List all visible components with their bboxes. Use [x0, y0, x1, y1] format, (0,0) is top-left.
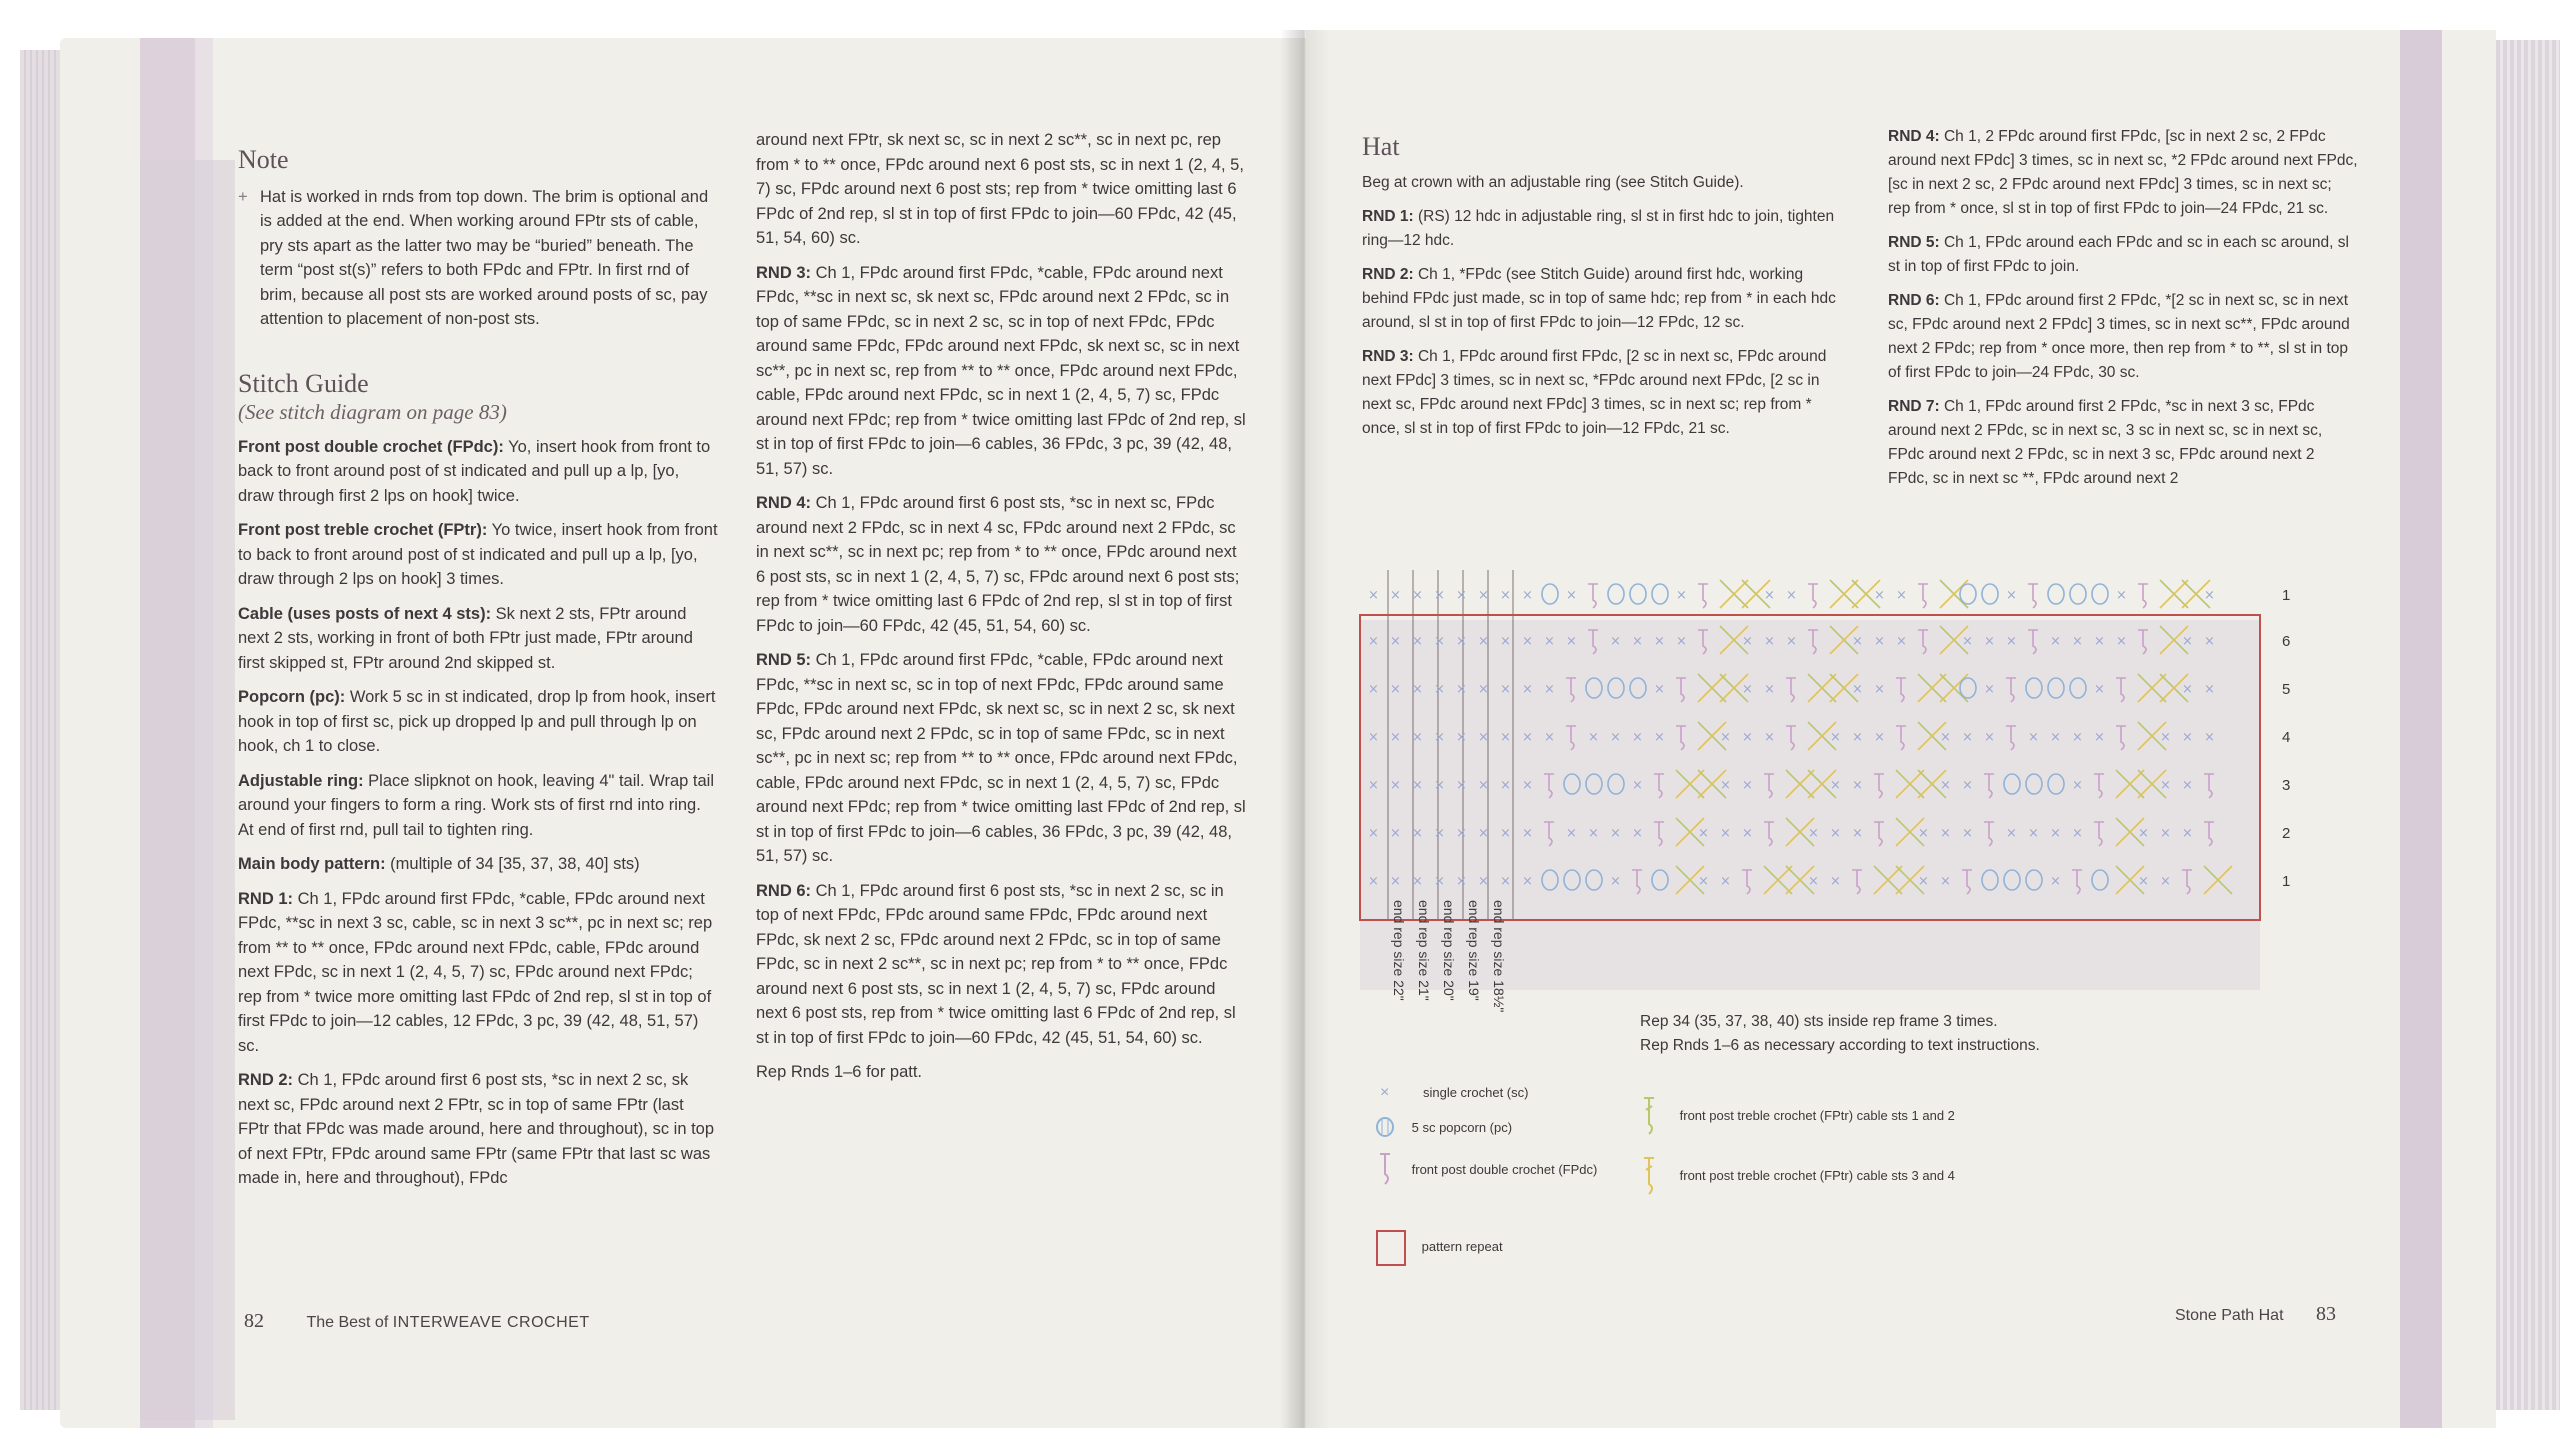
left-col2-entries	[756, 128, 1246, 1085]
left-col2-paragraph-term: RND 3:	[756, 263, 812, 282]
stitch-guide-entry-6	[238, 887, 718, 1059]
sc-mark: ×	[1544, 634, 1555, 649]
fptr-34-symbol-icon	[1640, 1154, 1660, 1198]
sc-mark: ×	[1434, 778, 1445, 793]
sc-mark: ×	[1610, 826, 1621, 841]
sc-mark: ×	[1412, 826, 1423, 841]
stitch-chart	[1360, 570, 2291, 1013]
sc-mark: ×	[1478, 730, 1489, 745]
sc-mark: ×	[1478, 826, 1489, 841]
sc-mark: ×	[2094, 634, 2105, 649]
chart-legend	[1380, 1080, 2280, 1280]
sc-mark: ×	[1742, 730, 1753, 745]
left-col2-paragraph-3	[756, 648, 1246, 869]
sc-mark: ×	[1500, 634, 1511, 649]
rep-size-label: end rep size 22"	[1391, 900, 1407, 1001]
left-col2-paragraph-0	[756, 128, 1246, 251]
sc-mark: ×	[1368, 588, 1379, 603]
sc-mark: ×	[2006, 588, 2017, 603]
sc-mark: ×	[1522, 682, 1533, 697]
sc-mark: ×	[2006, 826, 2017, 841]
right-col2-paragraph-text: Ch 1, 2 FPdc around first FPdc, [sc in next 2 sc, 2 FPdc around next FPdc] 3 times, sc in next sc, *2 FPdc around next FPdc, [sc in next 2 sc, 2 FPdc around next FPdc] 3 times, sc in next sc; rep from * once, sl st in top of first FPdc to join—24 FPdc, 21 sc.	[1888, 128, 2358, 217]
legend-pc-label: 5 sc popcorn (pc)	[1411, 1120, 1513, 1135]
stitch-guide-entry-term: RND 1:	[238, 889, 294, 908]
sc-mark: ×	[1632, 634, 1643, 649]
hat-round-term: RND 1:	[1362, 208, 1414, 225]
sc-mark: ×	[1874, 682, 1885, 697]
stitch-guide-entry-2	[238, 602, 718, 676]
sc-mark: ×	[1632, 730, 1643, 745]
left-col2-paragraph-text: Ch 1, FPdc around first FPdc, *cable, FPdc around next FPdc, **sc in next sc, sc in top of next FPdc, FPdc around same FPdc, FPdc around next FPdc, sk next sc, sc in next 2 sc, sk next sc, FPdc around next 2 FPdc, sc in top of same FPdc, sc in next sc**, pc in next sc; rep from ** to ** once, FPdc around next FPdc, cable, FPdc around next FPdc, sc in next 1 (2, 4, 5, 7) sc, FPdc around next FPdc; rep from * twice omitting last FPdc of 2nd rep, sl st in top of first FPdc to join—6 cables, 36 FPdc, 3 pc, 39 (42, 48, 51, 57) sc.	[756, 651, 1246, 865]
left-column-1	[238, 145, 718, 1201]
row-number: 4	[2282, 729, 2291, 746]
sc-mark: ×	[1456, 826, 1467, 841]
sc-mark: ×	[1368, 874, 1379, 889]
sc-mark: ×	[1390, 730, 1401, 745]
sc-mark: ×	[2204, 682, 2215, 697]
sc-mark: ×	[1412, 874, 1423, 889]
sc-mark: ×	[2050, 826, 2061, 841]
pc-mark	[1982, 584, 1998, 604]
sc-mark: ×	[1544, 682, 1555, 697]
stitch-guide-entry-text: (multiple of 34 [35, 37, 38, 40] sts)	[385, 855, 640, 873]
sc-mark: ×	[1962, 778, 1973, 793]
sc-mark: ×	[1368, 778, 1379, 793]
sc-mark: ×	[1720, 778, 1731, 793]
sc-mark: ×	[2072, 634, 2083, 649]
sc-mark: ×	[1478, 682, 1489, 697]
stitch-guide-entry-term: RND 2:	[238, 1071, 294, 1089]
hat-round-text: Ch 1, *FPdc (see Stitch Guide) around first hdc, working behind FPdc just made, sc in top of same hdc; rep from * in each hdc around, sl st in top of first FPdc to join—12 FPdc, 12 sc.	[1362, 266, 1836, 331]
right-col2-paragraph-text: Ch 1, FPdc around each FPdc and sc in each sc around, sl st in top of first FPdc to join.	[1888, 234, 2349, 275]
fpdc-symbol-icon	[1376, 1150, 1396, 1190]
row-number: 1	[2282, 587, 2291, 604]
pc-mark	[2048, 584, 2064, 604]
sc-mark: ×	[1368, 730, 1379, 745]
left-col2-paragraph-text: Ch 1, FPdc around first FPdc, *cable, FPdc around next FPdc, **sc in next sc, sk next sc, FPdc around next 2 FPdc, sc in top of same FPdc, sc in next 2 sc, sc in top of next FPdc, FPdc around same FPdc, FPdc around next FPdc, sk next sc, sc in next sc**, pc in next sc, rep from ** to ** once, FPdc around next FPdc, cable, FPdc around next FPdc, sc in next 1 (2, 4, 5, 7) sc, FPdc around next FPdc; rep from * twice omitting last FPdc of 2nd rep, sl st in top of first FPdc to join—6 cables, 36 FPdc, 3 pc, 39 (42, 48, 51, 57) sc.	[756, 263, 1246, 478]
sc-mark: ×	[2050, 634, 2061, 649]
sc-mark: ×	[1940, 874, 1951, 889]
sc-mark: ×	[1434, 826, 1445, 841]
right-col2-paragraph-3	[1888, 395, 2358, 491]
sc-mark: ×	[1522, 826, 1533, 841]
left-col2-paragraph-term: RND 4:	[756, 494, 812, 512]
left-col2-paragraph-1	[756, 261, 1246, 482]
sc-mark: ×	[1434, 634, 1445, 649]
row-number: 2	[2282, 825, 2291, 842]
left-col2-paragraph-text: Rep Rnds 1–6 for patt.	[756, 1063, 923, 1081]
sc-mark: ×	[1786, 588, 1797, 603]
sc-mark: ×	[1654, 730, 1665, 745]
left-col2-paragraph-text: Ch 1, FPdc around first 6 post sts, *sc in next sc, FPdc around next 2 FPdc, sc in next 4 sc, FPdc around next 2 FPdc, sc in next sc**, sc in next pc; rep from * to ** once, FPdc around next 6 post sts, sc in next 1 (2, 4, 5, 7) sc, FPdc around next 6 post sts; rep from * twice omitting last 6 FPdc of 2nd rep, sl st in top of first FPdc to join—60 FPdc, 42 (45, 51, 54, 60) sc.	[756, 494, 1240, 635]
hat-round-term: RND 2:	[1362, 266, 1414, 283]
right-color-band	[2400, 30, 2442, 1428]
sc-mark: ×	[2072, 778, 2083, 793]
chart-notes	[1640, 1010, 2240, 1058]
sc-mark: ×	[2182, 778, 2193, 793]
sc-mark: ×	[1588, 826, 1599, 841]
sc-mark: ×	[1874, 588, 1885, 603]
sc-mark: ×	[1412, 634, 1423, 649]
right-col2-paragraph-1	[1888, 231, 2358, 279]
sc-mark: ×	[1610, 634, 1621, 649]
stitch-guide-entry-term: Main body pattern:	[238, 855, 386, 873]
sc-mark: ×	[2182, 682, 2193, 697]
row-number: 3	[2282, 777, 2291, 794]
sc-mark: ×	[1478, 634, 1489, 649]
sc-mark: ×	[2050, 874, 2061, 889]
note-text	[238, 185, 718, 332]
right-page-number: 83	[2315, 1303, 2336, 1325]
left-col2-paragraph-term: RND 6:	[756, 881, 812, 900]
sc-mark: ×	[1654, 634, 1665, 649]
repeat-frame-icon	[1376, 1230, 1406, 1266]
right-col2-paragraph-text: Ch 1, FPdc around first 2 FPdc, *[2 sc in next sc, sc in next sc, FPdc around next 2 FPdc] 3 times, sc in next sc**, FPdc around next 2 FPdc; rep from * once more, then rep from * to **, sl st in top of first FPdc to join—24 FPdc, 30 sc.	[1888, 292, 2350, 381]
sc-mark: ×	[1874, 634, 1885, 649]
stitch-guide-entry-text: Work 5 sc in st indicated, drop lp from hook, insert hook in top of first sc, pick up dropped lp and pull through lp on hook, ch 1 to close.	[238, 688, 716, 755]
sc-mark: ×	[1456, 634, 1467, 649]
sc-mark: ×	[2160, 826, 2171, 841]
sc-mark: ×	[1390, 634, 1401, 649]
hat-rounds	[1362, 205, 1842, 441]
rep-size-label: end rep size 21"	[1416, 900, 1432, 1001]
sc-mark: ×	[1544, 730, 1555, 745]
right-col2-entries	[1888, 125, 2358, 491]
pc-mark	[1652, 584, 1668, 604]
sc-mark: ×	[1852, 826, 1863, 841]
sc-mark: ×	[1808, 826, 1819, 841]
pc-mark	[1630, 584, 1646, 604]
sc-mark: ×	[1500, 588, 1511, 603]
legend-fpdc	[1376, 1150, 1597, 1193]
right-col2-paragraph-2	[1888, 289, 2358, 385]
sc-mark: ×	[1478, 588, 1489, 603]
right-footer-title: Stone Path Hat	[2175, 1307, 2284, 1324]
sc-mark: ×	[1390, 874, 1401, 889]
sc-mark: ×	[1412, 778, 1423, 793]
left-col2-paragraph-term: RND 5:	[756, 651, 812, 669]
sc-mark: ×	[1500, 826, 1511, 841]
sc-mark: ×	[1610, 874, 1621, 889]
sc-mark: ×	[1764, 588, 1775, 603]
sc-mark: ×	[1984, 682, 1995, 697]
pc-mark	[1960, 584, 1976, 604]
sc-mark: ×	[1852, 778, 1863, 793]
sc-mark: ×	[1478, 874, 1489, 889]
sc-mark: ×	[1434, 730, 1445, 745]
pc-mark	[1542, 584, 1558, 604]
sc-mark: ×	[2204, 588, 2215, 603]
stitch-guide-entry-1	[238, 518, 718, 592]
sc-mark: ×	[1720, 826, 1731, 841]
sc-mark: ×	[1456, 874, 1467, 889]
sc-mark: ×	[1390, 778, 1401, 793]
right-column-2	[1888, 125, 2358, 501]
popcorn-symbol-icon	[1374, 1116, 1396, 1138]
sc-mark: ×	[2116, 588, 2127, 603]
sc-mark: ×	[1522, 778, 1533, 793]
sc-mark: ×	[1456, 682, 1467, 697]
sc-mark: ×	[1676, 634, 1687, 649]
sc-mark: ×	[1522, 588, 1533, 603]
rep-size-label: end rep size 18½"	[1491, 900, 1507, 1013]
left-column-2	[756, 128, 1246, 1095]
sc-mark: ×	[2204, 634, 2215, 649]
sc-mark: ×	[1962, 826, 1973, 841]
fptr-12-symbol-icon	[1640, 1094, 1660, 1138]
sc-mark: ×	[1984, 634, 1995, 649]
sc-mark: ×	[1742, 682, 1753, 697]
hat-round-0	[1362, 205, 1842, 253]
legend-fpdc-label: front post double crochet (FPdc)	[1411, 1162, 1598, 1177]
sc-mark: ×	[1522, 730, 1533, 745]
sc-mark: ×	[1830, 778, 1841, 793]
row-number: 5	[2282, 681, 2291, 698]
sc-mark: ×	[1434, 588, 1445, 603]
sc-mark: ×	[2160, 730, 2171, 745]
sc-mark: ×	[1456, 730, 1467, 745]
sc-mark: ×	[2204, 730, 2215, 745]
sc-mark: ×	[1610, 730, 1621, 745]
stitch-guide-entry-term: Popcorn (pc):	[238, 688, 346, 706]
right-col2-paragraph-text: Ch 1, FPdc around first 2 FPdc, *sc in next 3 sc, FPdc around next 2 FPdc, sc in next sc, 3 sc in next sc, sc in next sc, FPdc around next 2 FPdc, sc in next 3 sc, FPdc around next 2 FPdc, sc in next sc **, FPdc around next 2	[1888, 398, 2323, 487]
sc-mark: ×	[1368, 826, 1379, 841]
sc-mark: ×	[1962, 730, 1973, 745]
legend-fptr12-label: front post treble crochet (FPtr) cable sts 1 and 2	[1679, 1108, 1955, 1123]
sc-mark: ×	[1852, 634, 1863, 649]
sc-mark: ×	[1786, 634, 1797, 649]
rep-size-label: end rep size 20"	[1441, 900, 1457, 1001]
row-number: 6	[2282, 633, 2291, 650]
stitch-guide-entry-0	[238, 435, 718, 509]
legend-fptr34-label: front post treble crochet (FPtr) cable sts 3 and 4	[1679, 1168, 1955, 1183]
stitch-guide-entries	[238, 435, 718, 1191]
right-col2-paragraph-term: RND 5:	[1888, 234, 1940, 251]
hat-round-text: Ch 1, FPdc around first FPdc, [2 sc in next sc, FPdc around next FPdc] 3 times, sc in next sc, *FPdc around next FPdc, [2 sc in next sc, FPdc around next FPdc] 3 times, sc in next sc; rep from * once, sl st in top of first FPdc to join—12 FPdc, 21 sc.	[1362, 348, 1827, 437]
legend-sc	[1380, 1084, 1528, 1102]
legend-pc	[1374, 1116, 1512, 1141]
sc-mark: ×	[2138, 826, 2149, 841]
fpdc-mark	[1918, 584, 1928, 608]
hat-heading: Hat	[1362, 132, 1400, 161]
sc-mark: ×	[2182, 826, 2193, 841]
sc-mark: ×	[1478, 778, 1489, 793]
sc-mark: ×	[1830, 874, 1841, 889]
sc-mark: ×	[1456, 778, 1467, 793]
legend-sc-label: single crochet (sc)	[1422, 1085, 1529, 1100]
sc-mark: ×	[1742, 778, 1753, 793]
sc-mark: ×	[1940, 730, 1951, 745]
pc-mark	[2070, 584, 2086, 604]
legend-repeat	[1376, 1230, 1503, 1266]
sc-mark: ×	[1940, 778, 1951, 793]
sc-mark: ×	[1830, 826, 1841, 841]
legend-repeat-label: pattern repeat	[1421, 1239, 1503, 1255]
sc-mark: ×	[1412, 588, 1423, 603]
sc-mark: ×	[2138, 874, 2149, 889]
sc-mark: ×	[1632, 778, 1643, 793]
sc-mark: ×	[2182, 730, 2193, 745]
sc-mark: ×	[1390, 682, 1401, 697]
sc-mark: ×	[1896, 588, 1907, 603]
stitch-guide-entry-text: Place slipknot on hook, leaving 4" tail. Wrap tail around your fingers to form a ring. Work sts of first rnd into ring. At end of first rnd, pull tail to tighten ring.	[238, 771, 715, 839]
sc-mark: ×	[1852, 682, 1863, 697]
sc-mark: ×	[1742, 826, 1753, 841]
sc-mark: ×	[1764, 634, 1775, 649]
sc-mark: ×	[1588, 730, 1599, 745]
left-footer-book: The Best of	[306, 1314, 393, 1331]
chart-note-2: Rep Rnds 1–6 as necessary according to text instructions.	[1640, 1037, 2040, 1054]
sc-mark: ×	[1918, 826, 1929, 841]
sc-mark: ×	[1500, 778, 1511, 793]
fpdc-mark	[2138, 584, 2148, 608]
left-col2-paragraph-2	[756, 491, 1246, 638]
sc-mark: ×	[1632, 826, 1643, 841]
fpdc-mark	[1808, 584, 1818, 608]
stitch-guide-entry-5	[238, 852, 718, 877]
stitch-guide-subtitle: (See stitch diagram on page 83)	[238, 400, 507, 424]
stitch-guide-entry-term: Front post double crochet (FPdc):	[238, 437, 504, 456]
note-bullet: +	[238, 187, 248, 206]
sc-mark: ×	[2006, 634, 2017, 649]
stitch-guide-entry-term: Front post treble crochet (FPtr):	[238, 521, 488, 539]
legend-fptr12	[1640, 1094, 1955, 1141]
sc-mark: ×	[2072, 826, 2083, 841]
right-column-1	[1362, 132, 1842, 451]
hat-intro: Beg at crown with an adjustable ring (see Stitch Guide).	[1362, 174, 1744, 191]
sc-mark: ×	[1368, 682, 1379, 697]
left-col2-paragraph-4	[756, 879, 1246, 1051]
stitch-guide-entry-7	[238, 1068, 718, 1191]
right-col2-paragraph-term: RND 4:	[1888, 128, 1940, 145]
left-col2-paragraph-text: Ch 1, FPdc around first 6 post sts, *sc in next 2 sc, sc in top of next FPdc, FPdc around same FPdc, FPdc around next FPdc, sk next 2 sc, FPdc around next 2 FPdc, sc in top of same FPdc, sc in next 2 sc**, sc in next pc; rep from * to ** once, FPdc around next 6 post sts, sc in next 1 (2, 4, 5, 7) sc, FPdc around next 6 post sts, rep from * twice omitting last 6 FPdc of 2nd rep, sl st in top of first FPdc to join—60 FPdc, 42 (45, 51, 54, 60) sc.	[756, 881, 1236, 1047]
legend-fptr34	[1640, 1154, 1955, 1201]
hat-round-term: RND 3:	[1362, 348, 1414, 365]
stitch-guide-entry-3	[238, 685, 718, 759]
sc-mark: ×	[1522, 634, 1533, 649]
sc-mark: ×	[1566, 634, 1577, 649]
sc-mark: ×	[1830, 730, 1841, 745]
row-number: 1	[2282, 873, 2291, 890]
fpdc-mark	[2028, 584, 2038, 608]
sc-mark: ×	[2182, 634, 2193, 649]
hat-round-text: (RS) 12 hdc in adjustable ring, sl st in first hdc to join, tighten ring—12 hdc.	[1362, 208, 1835, 249]
right-col2-paragraph-term: RND 6:	[1888, 292, 1940, 309]
pc-mark	[1608, 584, 1624, 604]
sc-mark: ×	[1764, 730, 1775, 745]
sc-mark: ×	[1984, 730, 1995, 745]
sc-mark: ×	[1698, 826, 1709, 841]
left-col2-paragraph-5	[756, 1060, 1246, 1085]
sc-mark: ×	[1918, 874, 1929, 889]
sc-mark: ×	[1412, 730, 1423, 745]
stitch-guide-entry-4	[238, 769, 718, 843]
sc-mark: ×	[1698, 874, 1709, 889]
pc-mark	[2092, 584, 2108, 604]
sc-mark: ×	[2160, 778, 2171, 793]
sc-symbol-icon: ×	[1380, 1084, 1390, 1101]
sc-mark: ×	[1434, 682, 1445, 697]
book-gutter	[1280, 30, 1330, 1428]
sc-mark: ×	[1720, 730, 1731, 745]
sc-mark: ×	[1874, 730, 1885, 745]
sc-mark: ×	[1962, 634, 1973, 649]
hat-round-1	[1362, 263, 1842, 335]
left-footer	[244, 1310, 590, 1333]
sc-mark: ×	[2094, 682, 2105, 697]
right-footer	[2175, 1303, 2336, 1326]
sc-mark: ×	[1390, 588, 1401, 603]
sc-mark: ×	[1434, 874, 1445, 889]
sc-mark: ×	[1390, 826, 1401, 841]
sc-mark: ×	[1676, 588, 1687, 603]
sc-mark: ×	[1412, 682, 1423, 697]
rep-size-label: end rep size 19"	[1466, 900, 1482, 1001]
left-col2-paragraph-text: around next FPtr, sk next sc, sc in next 2 sc**, sc in next pc, rep from * to ** once, FPdc around next 6 post sts, sc in next 1 (2, 4, 5, 7) sc, FPdc around next 6 post sts; rep from * twice omitting last 6 FPdc of 2nd rep, sl st in top of first FPdc to join—60 FPdc, 42 (45, 51, 54, 60) sc.	[756, 131, 1244, 247]
sc-mark: ×	[2116, 634, 2127, 649]
left-band-shade	[140, 160, 235, 1420]
sc-mark: ×	[1368, 634, 1379, 649]
sc-mark: ×	[1500, 874, 1511, 889]
right-col2-paragraph-0	[1888, 125, 2358, 221]
sc-mark: ×	[2028, 730, 2039, 745]
right-col2-paragraph-term: RND 7:	[1888, 398, 1940, 415]
sc-mark: ×	[2072, 730, 2083, 745]
sc-mark: ×	[1764, 682, 1775, 697]
stitch-guide-entry-text: Yo twice, insert hook from front to back to front around post of st indicated and pull up a lp, [yo, draw through 2 lps on hook] 3 times.	[238, 521, 718, 588]
chart-note-1: Rep 34 (35, 37, 38, 40) sts inside rep frame 3 times.	[1640, 1013, 1998, 1030]
left-footer-book-caps: INTERWEAVE CROCHET	[392, 1314, 590, 1331]
stitch-guide-entry-text: Sk next 2 sts, FPtr around next 2 sts, working in front of both FPtr just made, FPtr around first skipped st, FPtr around 2nd skipped st.	[238, 604, 693, 672]
left-page-number: 82	[244, 1310, 264, 1332]
stitch-guide-entry-term: Cable (uses posts of next 4 sts):	[238, 604, 492, 623]
stitch-guide-entry-text: Ch 1, FPdc around first FPdc, *cable, FPdc around next FPdc, **sc in next 3 sc, cable, sc in next 3 sc**, pc in next sc; rep from ** to ** once, FPdc around next FPdc, cable, FPdc around next FPdc, sc in next 1 (2, 4, 5, 7) sc, FPdc around next FPdc; rep from * twice more omitting last FPdc of 2nd rep, sl st in top of first FPdc to join—12 cables, 12 FPdc, 3 pc, 39 (42, 48, 51, 57) sc.	[238, 889, 713, 1055]
sc-mark: ×	[1522, 874, 1533, 889]
sc-mark: ×	[1654, 682, 1665, 697]
sc-mark: ×	[2050, 730, 2061, 745]
fpdc-mark	[1698, 584, 1708, 608]
sc-mark: ×	[1500, 730, 1511, 745]
stitch-guide-entry-text: Yo, insert hook from front to back to front around post of st indicated and pull up a lp, [yo, draw through first 2 lps on hook] twice.	[238, 437, 711, 505]
fpdc-mark	[1588, 584, 1598, 608]
sc-mark: ×	[1808, 874, 1819, 889]
stitch-guide-heading: Stitch Guide	[238, 368, 369, 398]
sc-mark: ×	[2028, 826, 2039, 841]
sc-mark: ×	[1940, 826, 1951, 841]
stitch-guide-entry-term: Adjustable ring:	[238, 771, 364, 790]
note-heading: Note	[238, 145, 289, 174]
sc-mark: ×	[2160, 874, 2171, 889]
hat-round-2	[1362, 345, 1842, 441]
note-body: Hat is worked in rnds from top down. The brim is optional and is added at the end. When working around FPtr sts of cable, pry sts apart as the latter two may be “buried” beneath. The term “post st(s)” refers to both FPdc and FPtr. In first rnd of brim, because all post sts are worked around posts of sc, pay attention to placement of non-post sts.	[260, 187, 709, 328]
sc-mark: ×	[1566, 588, 1577, 603]
sc-mark: ×	[1742, 634, 1753, 649]
stitch-guide-entry-text: Ch 1, FPdc around first 6 post sts, *sc in next 2 sc, sk next sc, FPdc around next 2 FPtr, sc in top of same FPtr (last FPtr that FPdc was made around, here and throughout), sc in top of next FPtr, FPdc around same FPtr (same FPtr that last sc was made in, here and throughout), FPdc	[238, 1071, 715, 1187]
sc-mark: ×	[1852, 730, 1863, 745]
sc-mark: ×	[1566, 826, 1577, 841]
sc-mark: ×	[2094, 730, 2105, 745]
sc-mark: ×	[1456, 588, 1467, 603]
sc-mark: ×	[1896, 634, 1907, 649]
sc-mark: ×	[1720, 874, 1731, 889]
sc-mark: ×	[1500, 682, 1511, 697]
